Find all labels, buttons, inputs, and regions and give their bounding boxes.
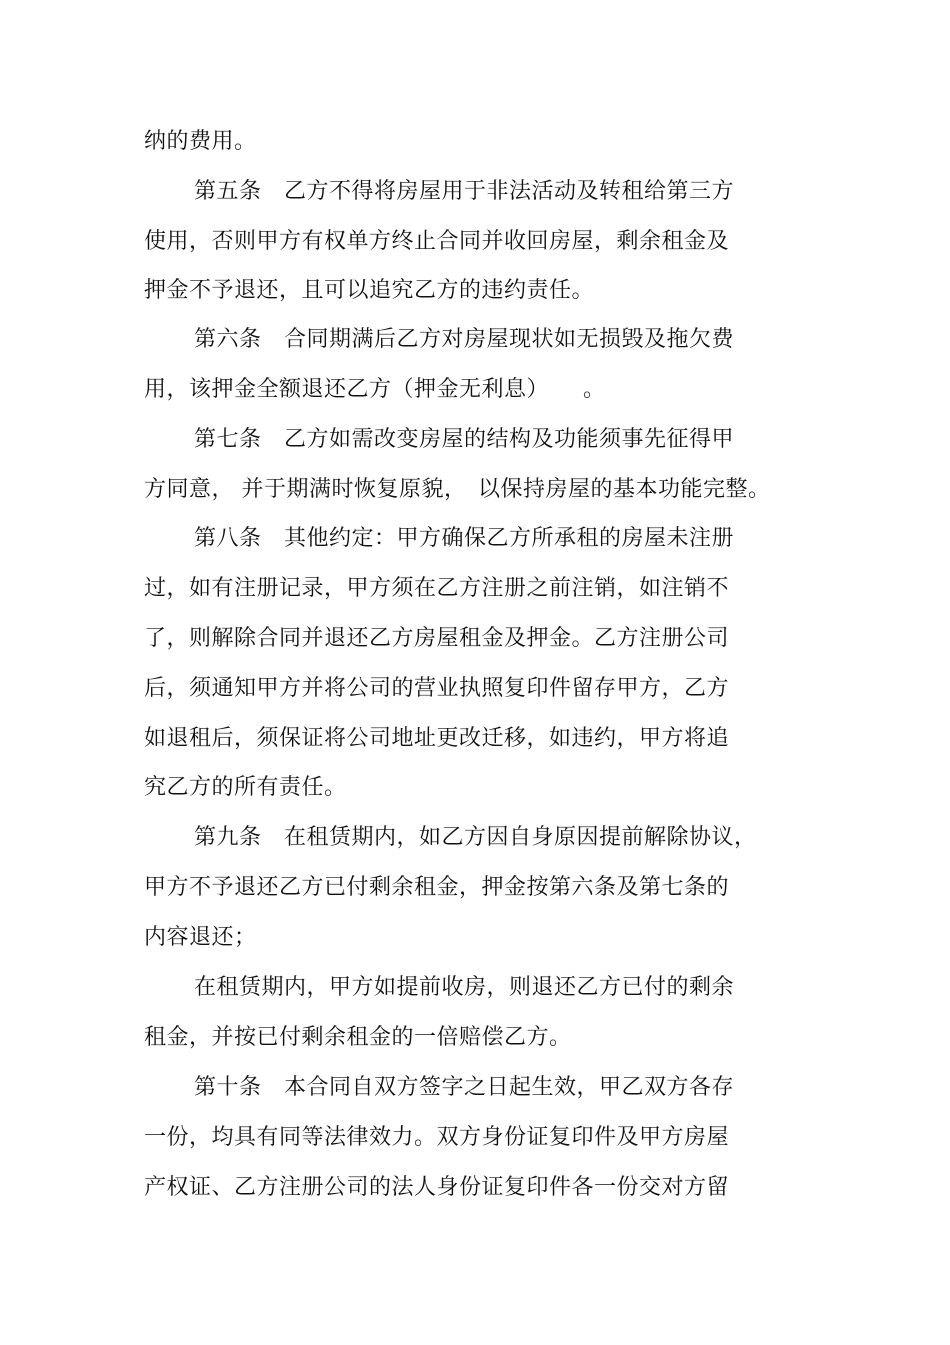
text-line: 方同意， 并于期满时恢复原貌， 以保持房屋的基本功能完整。 (144, 477, 771, 502)
text-line: 了，则解除合同并退还乙方房屋租金及押金。乙方注册公司 (144, 626, 730, 651)
paragraph-first-line: 在租赁期内，甲方如提前收房，则退还乙方已付的剩余 (194, 975, 735, 1000)
clause-10-heading-line: 第十条 本合同自双方签字之日起生效，甲乙双方各存 (194, 1075, 735, 1100)
text-line: 内容退还； (144, 925, 257, 950)
text-line: 后，须通知甲方并将公司的营业执照复印件留存甲方，乙方 (144, 676, 730, 701)
text-line: 租金，并按已付剩余租金的一倍赔偿乙方。 (144, 1025, 572, 1050)
text-line: 产权证、乙方注册公司的法人身份证复印件各一份交对方留 (144, 1175, 730, 1200)
text-line: 用，该押金全额退还乙方（押金无利息） 。 (144, 377, 606, 402)
text-line: 纳的费用。 (144, 129, 257, 154)
text-line: 究乙方的所有责任。 (144, 775, 347, 800)
clause-7-heading-line: 第七条 乙方如需改变房屋的结构及功能须事先征得甲 (194, 427, 735, 452)
text-line: 如退租后，须保证将公司地址更改迁移，如违约，甲方将追 (144, 726, 730, 751)
clause-8-heading-line: 第八条 其他约定：甲方确保乙方所承租的房屋未注册 (194, 526, 735, 551)
clause-5-heading-line: 第五条 乙方不得将房屋用于非法活动及转租给第三方 (194, 179, 735, 204)
clause-9-heading-line: 第九条 在租赁期内，如乙方因自身原因提前解除协议， (194, 825, 757, 850)
text-line: 一份，均具有同等法律效力。双方身份证复印件及甲方房屋 (144, 1125, 730, 1150)
text-line: 过，如有注册记录，甲方须在乙方注册之前注销，如注销不 (144, 576, 730, 601)
text-line: 押金不予退还，且可以追究乙方的违约责任。 (144, 278, 595, 303)
text-line: 甲方不予退还乙方已付剩余租金，押金按第六条及第七条的 (144, 875, 730, 900)
text-line: 使用，否则甲方有权单方终止合同并收回房屋，剩余租金及 (144, 229, 730, 254)
clause-6-heading-line: 第六条 合同期满后乙方对房屋现状如无损毁及拖欠费 (194, 327, 735, 352)
